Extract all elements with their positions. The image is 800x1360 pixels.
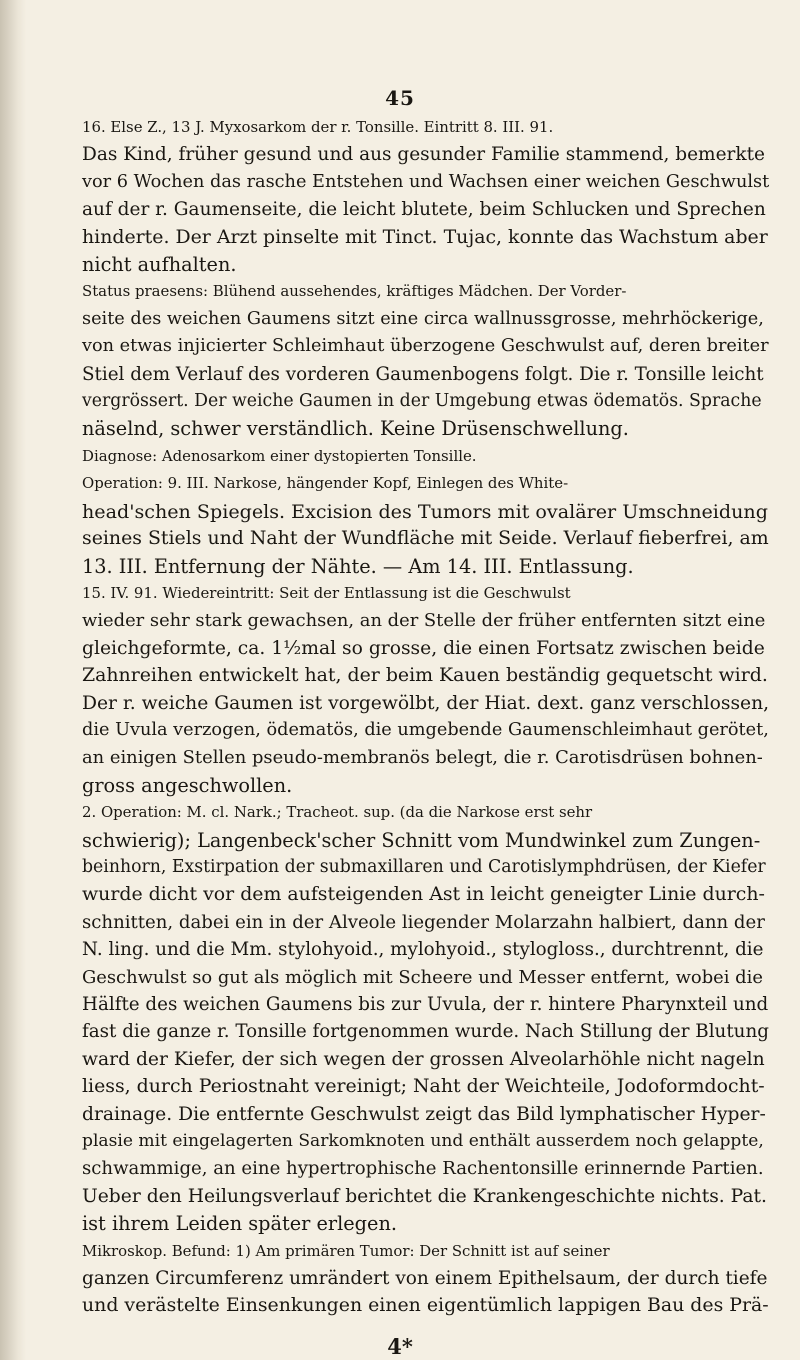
text-line: Stiel dem Verlauf des vorderen Gaumenbogens folgt. Die r. Tonsille leicht <box>82 363 764 385</box>
paragraph-wiedereintritt <box>57 580 769 799</box>
paragraph-operation <box>57 470 769 580</box>
paragraph-case-16 <box>57 114 769 278</box>
text-line: schnitten, dabei ein in der Alveole liegender Molarzahn halbiert, dann der <box>82 911 765 933</box>
text-line: die Uvula verzogen, ödematös, die umgebende Gaumenschleimhaut gerötet, <box>82 719 769 740</box>
text-line: seite des weichen Gaumens sitzt eine circa wallnussgrosse, mehrhöckerige, <box>82 308 764 329</box>
text-line: 2. Operation: M. cl. Nark.; Tracheot. sup. (da die Narkose erst sehr <box>82 803 593 822</box>
paragraph-status-praesens <box>57 278 769 442</box>
signature-mark: 4* <box>387 1334 413 1359</box>
text-line: gleichgeformte, ca. 1½mal so grosse, die einen Fortsatz zwischen beide <box>82 637 765 659</box>
text-line: head'schen Spiegels. Excision des Tumors mit ovalärer Umschneidung <box>82 499 768 523</box>
text-line: hinderte. Der Arzt pinselte mit Tinct. Tujac, konnte das Wachstum aber <box>82 225 768 248</box>
text-line: Operation: 9. III. Narkose, hängender Kopf, Einlegen des White- <box>82 474 569 493</box>
text-line: schwammige, an eine hypertrophische Rachentonsille erinnernde Partien. <box>82 1158 764 1180</box>
text-line: auf der r. Gaumenseite, die leicht blutete, beim Schlucken und Sprechen <box>82 199 766 221</box>
text-line: Zahnreihen entwickelt hat, der beim Kauen beständig gequetscht wird. <box>82 664 768 687</box>
text-line: gross angeschwollen. <box>82 773 293 797</box>
text-line: Ueber den Heilungsverlauf berichtet die Krankengeschichte nichts. Pat. <box>82 1185 767 1207</box>
text-line: 16. Else Z., 13 J. Myxosarkom der r. Tonsille. Eintritt 8. III. 91. <box>82 118 554 136</box>
text-line: vergrössert. Der weiche Gaumen in der Umgebung etwas ödematös. Sprache <box>82 391 762 412</box>
text-line: 15. IV. 91. Wiedereintritt: Seit der Entlassung ist die Geschwulst <box>82 583 571 602</box>
text-line: N. ling. und die Mm. stylohyoid., mylohyoid., stylogloss., durchtrennt, die <box>82 939 764 961</box>
text-line: seines Stiels und Naht der Wundfläche mit Seide. Verlauf fieberfrei, am <box>82 527 769 550</box>
text-line: beinhorn, Exstirpation der submaxillaren und Carotislymphdrüsen, der Kiefer <box>82 856 766 877</box>
text-line: 13. III. Entfernung der Nähte. — Am 14. III. Entlassung. <box>82 554 634 578</box>
text-line: Hälfte des weichen Gaumens bis zur Uvula, der r. hintere Pharynxteil und <box>82 994 769 1015</box>
text-line: nicht aufhalten. <box>82 253 237 277</box>
text-line: liess, durch Periostnaht vereinigt; Naht der Weichteile, Jodoformdocht- <box>82 1075 765 1098</box>
text-line: ward der Kiefer, der sich wegen der grossen Alveolarhöhle nicht nageln <box>82 1048 765 1070</box>
page-gutter-shadow <box>0 0 26 1360</box>
text-line: Das Kind, früher gesund und aus gesunder Familie stammend, bemerkte <box>82 144 765 166</box>
paragraph-mikroskop-befund <box>57 1238 769 1320</box>
text-line: Diagnose: Adenosarkom einer dystopierten Tonsille. <box>82 446 477 465</box>
text-line: plasie mit eingelagerten Sarkomknoten und enthält ausserdem noch gelappte, <box>82 1131 764 1152</box>
body-text <box>57 114 769 1320</box>
text-line: wieder sehr stark gewachsen, an der Stelle der früher entfernten sitzt eine <box>82 610 766 632</box>
text-line: wurde dicht vor dem aufsteigenden Ast in leicht geneigter Linie durch- <box>82 883 765 906</box>
text-line: und verästelte Einsenkungen einen eigentümlich lappigen Bau des Prä- <box>82 1294 769 1317</box>
text-line: an einigen Stellen pseudo-membranös belegt, die r. Carotisdrüsen bohnen- <box>82 747 763 769</box>
text-line: Geschwulst so gut als möglich mit Scheere und Messer entfernt, wobei die <box>82 966 763 988</box>
text-line: von etwas injicierter Schleimhaut überzogene Geschwulst auf, deren breiter <box>82 336 769 357</box>
paragraph-second-operation <box>57 799 769 1238</box>
paragraph-diagnose <box>57 443 769 470</box>
page-number: 45 <box>385 86 415 110</box>
text-line: drainage. Die entfernte Geschwulst zeigt das Bild lymphatischer Hyper- <box>82 1103 766 1125</box>
text-line: ganzen Circumferenz umrändert von einem Epithelsaum, der durch tiefe <box>82 1268 768 1290</box>
text-line: vor 6 Wochen das rasche Entstehen und Wachsen einer weichen Geschwulst <box>82 171 770 192</box>
text-line: Mikroskop. Befund: 1) Am primären Tumor: Der Schnitt ist auf seiner <box>82 1241 610 1260</box>
text-line: näselnd, schwer verständlich. Keine Drüsenschwellung. <box>82 417 629 441</box>
text-line: fast die ganze r. Tonsille fortgenommen wurde. Nach Stillung der Blutung <box>82 1021 769 1043</box>
text-line: ist ihrem Leiden später erlegen. <box>82 1212 397 1236</box>
text-line: Der r. weiche Gaumen ist vorgewölbt, der Hiat. dext. ganz verschlossen, <box>82 692 770 714</box>
text-line: Status praesens: Blühend aussehendes, kräftiges Mädchen. Der Vorder- <box>82 282 627 301</box>
text-line: schwierig); Langenbeck'scher Schnitt vom Mundwinkel zum Zungen- <box>82 828 761 852</box>
